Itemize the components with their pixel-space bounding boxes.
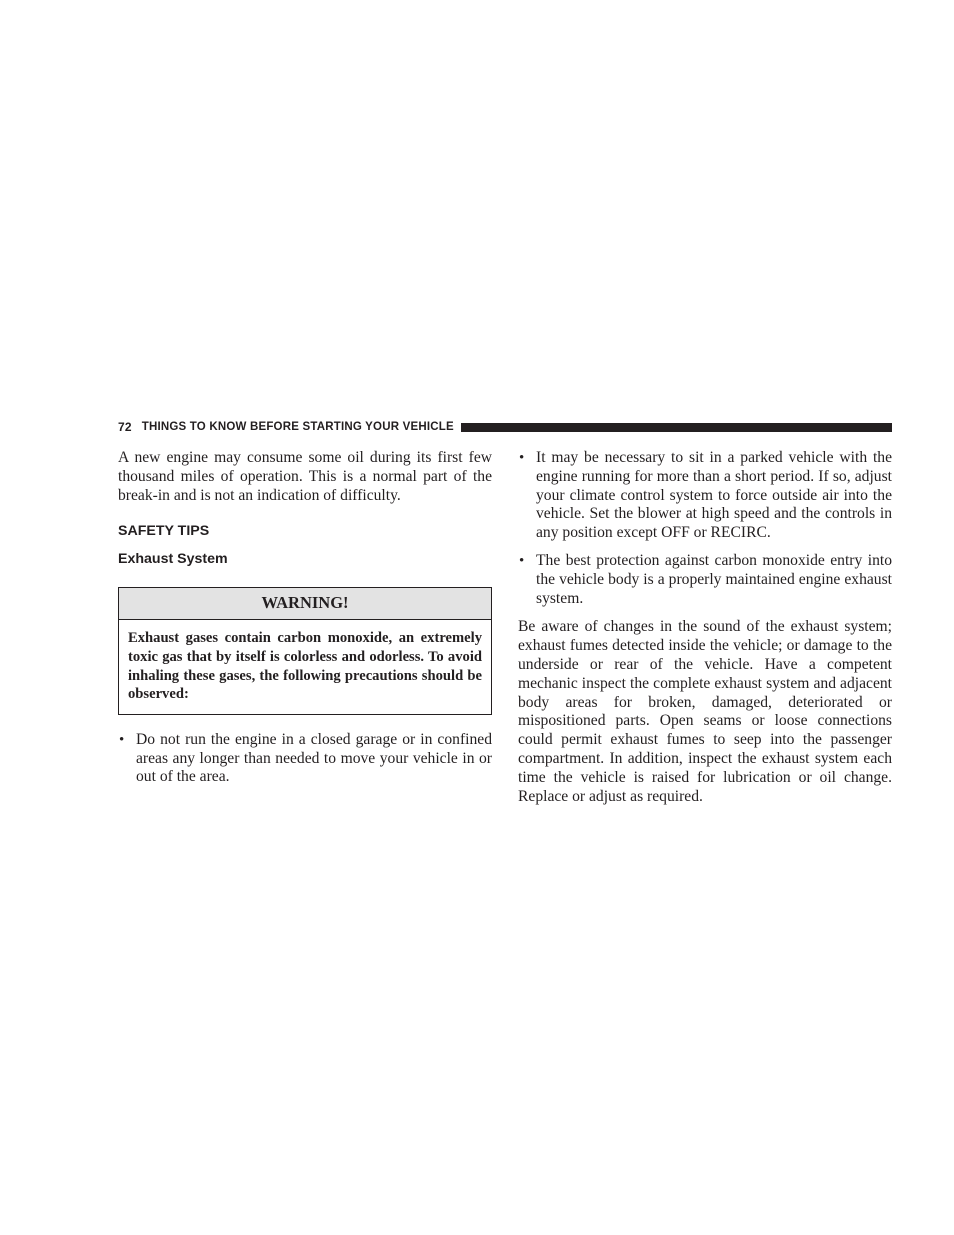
- list-item-text: Do not run the engine in a closed garage or in confined areas any longer than needed to move your vehicle in or out of the area.: [136, 730, 492, 786]
- bullet-icon: •: [519, 450, 525, 466]
- warning-text: Exhaust gases contain carbon monoxide, an extremely toxic gas that by itself is colorless and odorless. To avoid inhaling these gases, the following precautions should be observed:: [128, 630, 482, 703]
- bullet-icon: •: [519, 552, 525, 569]
- list-item-text: The best protection against carbon monoxide entry into the vehicle body is a properly maintained engine exhaust system.: [536, 551, 892, 607]
- list-item: [518, 449, 892, 543]
- list-item: [118, 731, 492, 787]
- bullet-icon: •: [119, 731, 125, 748]
- header-rule: [461, 423, 892, 432]
- warning-title: WARNING!: [119, 588, 491, 620]
- warning-box: [118, 587, 492, 714]
- left-column: [118, 449, 492, 787]
- page-header: [118, 419, 892, 435]
- section-heading: SAFETY TIPS: [118, 523, 210, 540]
- sub-heading: Exhaust System: [118, 551, 228, 568]
- chapter-title: THINGS TO KNOW BEFORE STARTING YOUR VEHICLE: [141, 421, 454, 433]
- right-column: [518, 449, 892, 806]
- list-item: [518, 552, 892, 608]
- page-number: 72: [118, 420, 132, 434]
- exhaust-inspection-paragraph: Be aware of changes in the sound of the exhaust system; exhaust fumes detected inside the vehicle; or damage to the underside or rear of the vehicle. Have a competent mechanic inspect the complete exhaust system and adjacent body areas for broken, damaged, deteriorated or mispositioned parts. Open seams or loose connections could permit exhaust fumes to seep into the passenger compartment. In addition, inspect the exhaust system each time the vehicle is raised for lubrication or oil change. Replace or adjust as required.: [518, 618, 892, 805]
- intro-paragraph: A new engine may consume some oil during its first few thousand miles of operation. This is a normal part of the break-in and is not an indication of difficulty.: [118, 449, 492, 504]
- list-item-text: It may be necessary to sit in a parked vehicle with the engine running for more than a short period. If so, adjust your climate control system to force outside air into the vehicle. Set the blower at high speed and the controls in any position except OFF or RECIRC.: [536, 449, 892, 542]
